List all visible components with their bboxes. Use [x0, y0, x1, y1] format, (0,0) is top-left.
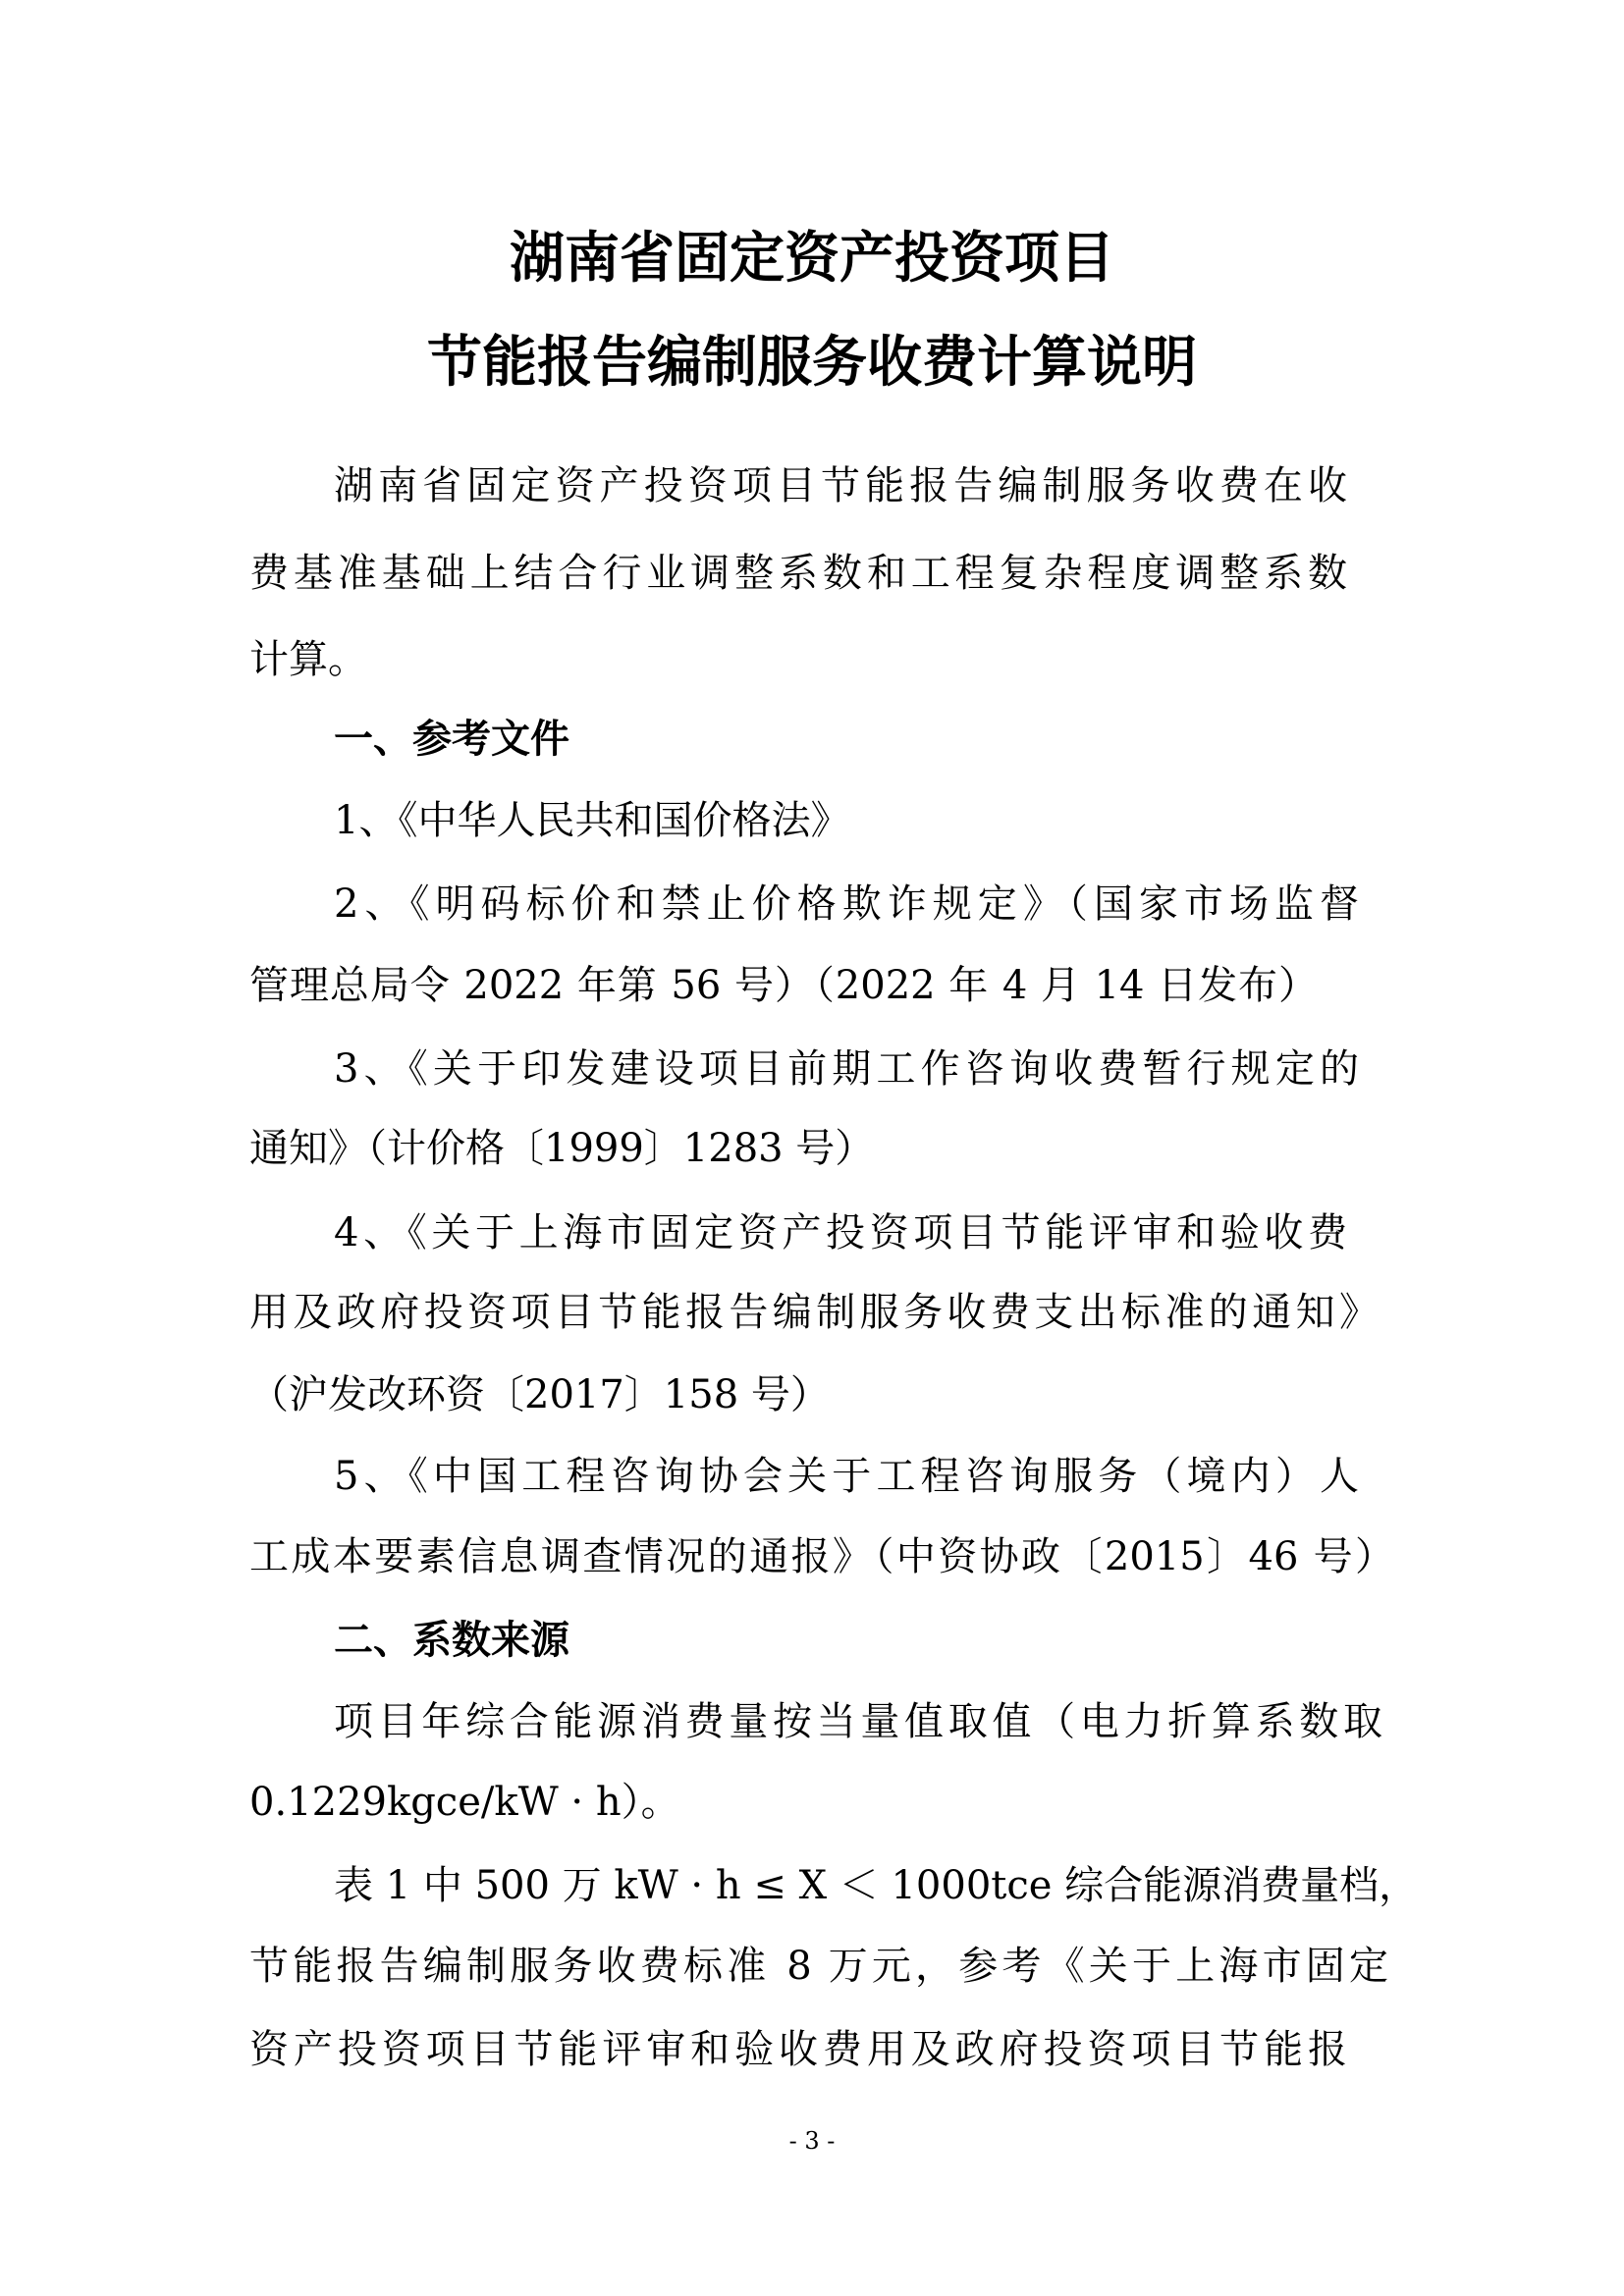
document-title-line-1: 湖南省固定资产投资项目 — [510, 227, 1114, 291]
section-2-para-2-line-1: 表 1 中 500 万 kW · h ≤ X ＜ 1000tce 综合能源消费量档， — [334, 1863, 1419, 1908]
section-2-para-1-line-2: 0.1229kgce/kW · h）。 — [249, 1780, 680, 1825]
section-2-para-1-line-1: 项目年综合能源消费量按当量值取值（电力折算系数取 — [334, 1699, 1382, 1744]
section-1-heading: 一、参考文件 — [334, 717, 569, 762]
intro-line-3: 计算。 — [249, 637, 367, 682]
reference-item-2-line-2: 管理总局令 2022 年第 56 号）（2022 年 4 月 14 日发布） — [249, 963, 1318, 1008]
intro-line-2: 费基准基础上结合行业调整系数和工程复杂程度调整系数 — [249, 551, 1347, 596]
reference-item-1: 1、《中华人民共和国价格法》 — [334, 798, 850, 843]
reference-item-4-line-2: 用及政府投资项目节能报告编制服务收费支出标准的通知》 — [249, 1290, 1379, 1335]
reference-item-5-line-1: 5、《中国工程咨询协会关于工程咨询服务（境内）人 — [334, 1454, 1359, 1499]
document-title-line-2: 节能报告编制服务收费计算说明 — [427, 331, 1197, 395]
reference-item-3-line-2: 通知》（计价格〔1999〕1283 号） — [249, 1126, 875, 1171]
reference-item-5-line-2: 工成本要素信息调查情况的通报》（中资协政〔2015〕46 号） — [249, 1534, 1394, 1579]
intro-line-1: 湖南省固定资产投资项目节能报告编制服务收费在收 — [334, 463, 1347, 508]
reference-item-4-line-1: 4、《关于上海市固定资产投资项目节能评审和验收费 — [334, 1210, 1347, 1255]
section-2-para-2-line-3: 资产投资项目节能评审和验收费用及政府投资项目节能报 — [249, 2027, 1347, 2072]
section-2-heading: 二、系数来源 — [334, 1618, 569, 1663]
page-number: - 3 - — [788, 2127, 836, 2155]
reference-item-4-line-3: （沪发改环资〔2017〕158 号） — [249, 1372, 830, 1417]
section-2-para-2-line-2: 节能报告编制服务收费标准 8 万元，参考《关于上海市固定 — [249, 1944, 1388, 1989]
reference-item-2-line-1: 2、《明码标价和禁止价格欺诈规定》（国家市场监督 — [334, 881, 1359, 927]
reference-item-3-line-1: 3、《关于印发建设项目前期工作咨询收费暂行规定的 — [334, 1046, 1359, 1092]
